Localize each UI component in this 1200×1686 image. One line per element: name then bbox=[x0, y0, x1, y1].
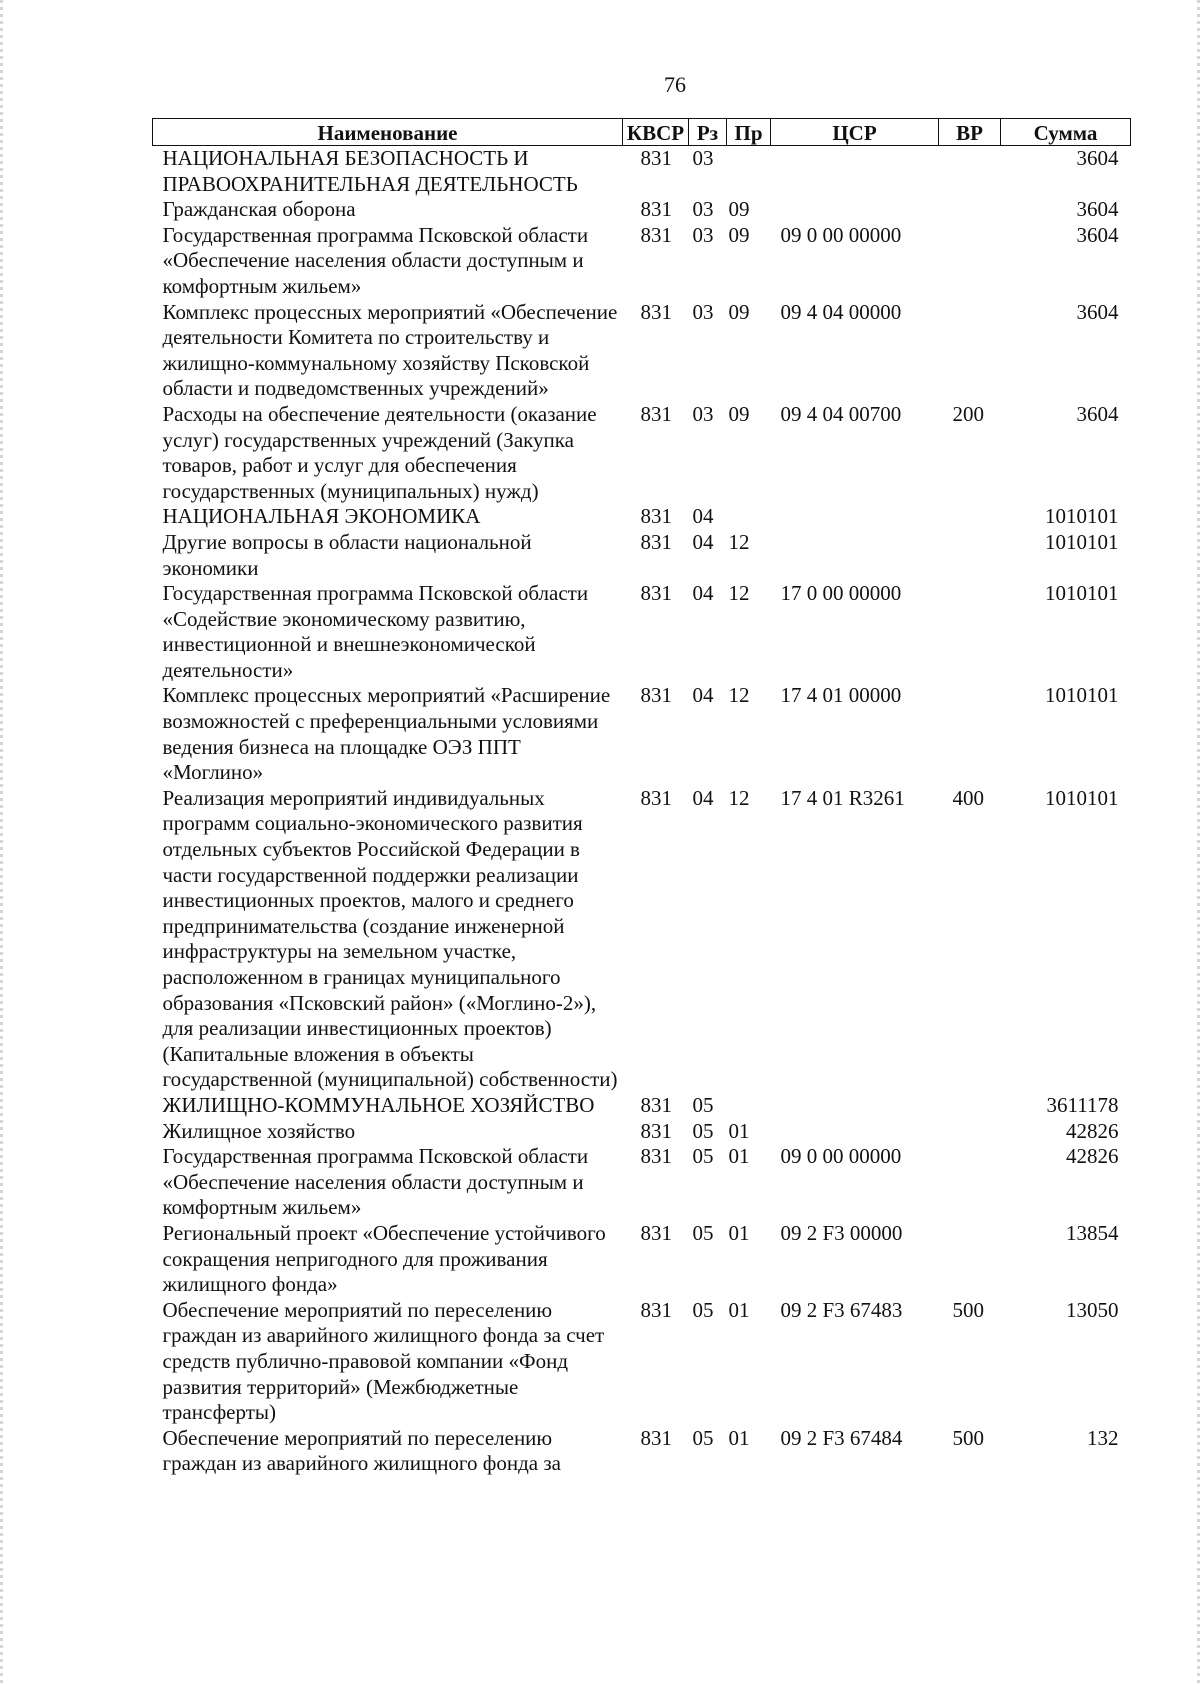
cell-pr: 12 bbox=[728, 683, 750, 708]
cell-vr bbox=[939, 1119, 1001, 1145]
table-row bbox=[153, 300, 1131, 402]
cell-rz: 03 bbox=[692, 197, 714, 222]
cell-pr: 09 bbox=[728, 222, 750, 247]
cell-rz: 05 bbox=[692, 1144, 714, 1169]
cell-sum: 3604 bbox=[1076, 222, 1119, 247]
cell-sum: 13854 bbox=[1066, 1220, 1119, 1245]
table-row bbox=[153, 1426, 1131, 1477]
header-pr: Пр bbox=[727, 119, 771, 146]
table-row bbox=[153, 1119, 1131, 1145]
cell-name: Региональный проект «Обеспечение устойчивого сокращения непригодного для проживания жилищного фонда» bbox=[162, 1220, 606, 1297]
table-row bbox=[153, 504, 1131, 530]
cell-kvsr: 831 bbox=[640, 401, 672, 426]
cell-name: Комплекс процессных мероприятий «Обеспечение деятельности Комитета по строительству и жилищно-коммунальному хозяйству Псковской области и подведомственных учреждений» bbox=[162, 299, 618, 401]
header-sum: Сумма bbox=[1001, 119, 1131, 146]
cell-name: Расходы на обеспечение деятельности (оказание услуг) государственных учреждений (Закупка товаров, работ и услуг для обеспечения государственных (муниципальных) нужд) bbox=[162, 401, 597, 503]
cell-kvsr: 831 bbox=[640, 1118, 672, 1143]
cell-vr bbox=[939, 683, 1001, 785]
cell-sum: 1010101 bbox=[1045, 785, 1119, 810]
cell-kvsr: 831 bbox=[640, 1144, 672, 1169]
scan-edge-left bbox=[0, 0, 3, 1686]
cell-csr: 09 4 04 00700 bbox=[780, 401, 902, 426]
cell-name: Государственная программа Псковской области «Обеспечение населения области доступным и комфортным жильем» bbox=[162, 222, 589, 298]
table-row bbox=[153, 1093, 1131, 1119]
cell-pr: 12 bbox=[728, 529, 750, 554]
cell-kvsr: 831 bbox=[640, 683, 672, 708]
cell-name: Обеспечение мероприятий по переселению граждан из аварийного жилищного фонда за bbox=[162, 1425, 561, 1476]
page-number: 76 bbox=[664, 72, 686, 97]
cell-sum: 1010101 bbox=[1045, 581, 1119, 606]
cell-name: ЖИЛИЩНО-КОММУНАЛЬНОЕ ХОЗЯЙСТВО bbox=[162, 1092, 595, 1117]
cell-pr: 09 bbox=[728, 401, 750, 426]
table-row bbox=[153, 1144, 1131, 1221]
cell-vr bbox=[939, 300, 1001, 402]
cell-pr: 09 bbox=[728, 299, 750, 324]
cell-kvsr: 831 bbox=[640, 504, 672, 529]
cell-rz: 04 bbox=[692, 504, 714, 529]
cell-kvsr: 831 bbox=[640, 1297, 672, 1322]
cell-kvsr: 831 bbox=[640, 1425, 672, 1450]
table-row bbox=[153, 1221, 1131, 1298]
table-row bbox=[153, 223, 1131, 300]
cell-rz: 03 bbox=[692, 222, 714, 247]
cell-csr: 17 4 01 R3261 bbox=[780, 785, 905, 810]
cell-kvsr: 831 bbox=[640, 146, 672, 170]
table-row bbox=[153, 1298, 1131, 1426]
table-row bbox=[153, 402, 1131, 504]
cell-kvsr: 831 bbox=[640, 529, 672, 554]
table-row bbox=[153, 530, 1131, 581]
cell-csr: 17 4 01 00000 bbox=[780, 683, 902, 708]
cell-csr bbox=[771, 1119, 939, 1145]
cell-vr bbox=[939, 223, 1001, 300]
cell-vr: 500 bbox=[952, 1297, 984, 1322]
cell-pr: 09 bbox=[728, 197, 750, 222]
table-header-row bbox=[153, 119, 1131, 146]
cell-sum: 3604 bbox=[1076, 146, 1119, 170]
cell-csr: 09 4 04 00000 bbox=[780, 299, 902, 324]
cell-name: НАЦИОНАЛЬНАЯ БЕЗОПАСНОСТЬ И ПРАВООХРАНИТЕЛЬНАЯ ДЕЯТЕЛЬНОСТЬ bbox=[162, 146, 578, 196]
cell-sum: 132 bbox=[1087, 1425, 1119, 1450]
cell-name: Жилищное хозяйство bbox=[162, 1118, 356, 1143]
cell-rz: 04 bbox=[692, 581, 714, 606]
cell-vr bbox=[939, 530, 1001, 581]
cell-kvsr: 831 bbox=[640, 197, 672, 222]
cell-pr: 01 bbox=[728, 1297, 750, 1322]
cell-sum: 42826 bbox=[1066, 1118, 1119, 1143]
cell-sum: 3604 bbox=[1076, 197, 1119, 222]
cell-vr bbox=[939, 504, 1001, 530]
cell-vr: 400 bbox=[952, 785, 984, 810]
cell-kvsr: 831 bbox=[640, 222, 672, 247]
header-kvsr: КВСР bbox=[623, 119, 689, 146]
cell-name: НАЦИОНАЛЬНАЯ ЭКОНОМИКА bbox=[162, 504, 481, 529]
cell-csr: 09 2 F3 67483 bbox=[780, 1297, 903, 1322]
cell-sum: 13050 bbox=[1066, 1297, 1119, 1322]
table-row bbox=[153, 146, 1131, 198]
table-row bbox=[153, 786, 1131, 1093]
cell-sum: 42826 bbox=[1066, 1144, 1119, 1169]
cell-rz: 03 bbox=[692, 299, 714, 324]
cell-csr bbox=[771, 197, 939, 223]
cell-pr: 01 bbox=[728, 1425, 750, 1450]
cell-rz: 04 bbox=[692, 683, 714, 708]
cell-pr bbox=[727, 146, 771, 198]
cell-csr bbox=[771, 1093, 939, 1119]
cell-name: Гражданская оборона bbox=[162, 197, 356, 222]
cell-kvsr: 831 bbox=[640, 581, 672, 606]
cell-csr bbox=[771, 530, 939, 581]
header-csr: ЦСР bbox=[771, 119, 939, 146]
cell-pr: 01 bbox=[728, 1220, 750, 1245]
cell-csr: 09 0 00 00000 bbox=[780, 1144, 902, 1169]
cell-csr: 09 2 F3 00000 bbox=[780, 1220, 903, 1245]
cell-name: Комплекс процессных мероприятий «Расширение возможностей с преференциальными условиями ведения бизнеса на площадке ОЭЗ ППТ «Моглино» bbox=[162, 683, 611, 785]
cell-vr bbox=[939, 1093, 1001, 1119]
cell-sum: 1010101 bbox=[1045, 504, 1119, 529]
cell-csr: 17 0 00 00000 bbox=[780, 581, 902, 606]
cell-sum: 3604 bbox=[1076, 401, 1119, 426]
cell-rz: 05 bbox=[692, 1118, 714, 1143]
cell-csr: 09 2 F3 67484 bbox=[780, 1425, 903, 1450]
cell-rz: 03 bbox=[692, 146, 714, 170]
cell-name: Государственная программа Псковской области «Обеспечение населения области доступным и комфортным жильем» bbox=[162, 1144, 589, 1220]
cell-kvsr: 831 bbox=[640, 785, 672, 810]
cell-name: Другие вопросы в области национальной экономики bbox=[162, 529, 532, 580]
cell-pr: 12 bbox=[728, 581, 750, 606]
cell-rz: 03 bbox=[692, 401, 714, 426]
cell-vr: 200 bbox=[952, 401, 984, 426]
cell-name: Государственная программа Псковской области «Содействие экономическому развитию, инвестиционной и внешнеэкономической деятельности» bbox=[162, 581, 589, 682]
cell-pr bbox=[727, 504, 771, 530]
cell-vr bbox=[939, 197, 1001, 223]
cell-sum: 3604 bbox=[1076, 299, 1119, 324]
cell-rz: 05 bbox=[692, 1092, 714, 1117]
cell-vr bbox=[939, 146, 1001, 198]
table-row bbox=[153, 197, 1131, 223]
table-body bbox=[153, 146, 1131, 1477]
cell-vr bbox=[939, 1221, 1001, 1298]
cell-pr: 01 bbox=[728, 1118, 750, 1143]
cell-pr: 01 bbox=[728, 1144, 750, 1169]
cell-vr: 500 bbox=[952, 1425, 984, 1450]
cell-kvsr: 831 bbox=[640, 299, 672, 324]
cell-rz: 04 bbox=[692, 529, 714, 554]
header-name: Наименование bbox=[153, 119, 623, 146]
cell-kvsr: 831 bbox=[640, 1220, 672, 1245]
cell-vr bbox=[939, 581, 1001, 683]
cell-rz: 05 bbox=[692, 1297, 714, 1322]
cell-rz: 05 bbox=[692, 1220, 714, 1245]
cell-csr bbox=[771, 504, 939, 530]
header-vr: ВР bbox=[939, 119, 1001, 146]
cell-sum: 1010101 bbox=[1045, 529, 1119, 554]
cell-sum: 3611178 bbox=[1046, 1092, 1119, 1117]
cell-kvsr: 831 bbox=[640, 1092, 672, 1117]
cell-rz: 04 bbox=[692, 785, 714, 810]
cell-csr: 09 0 00 00000 bbox=[780, 222, 902, 247]
cell-name: Обеспечение мероприятий по переселению граждан из аварийного жилищного фонда за счет средств публично-правовой компании «Фонд развития территорий» (Межбюджетные трансферты) bbox=[162, 1297, 605, 1425]
cell-vr bbox=[939, 1144, 1001, 1221]
table-row bbox=[153, 581, 1131, 683]
cell-name: Реализация мероприятий индивидуальных программ социально-экономического развития отдельных субъектов Российской Федерации в части государственной поддержки реализации инвестиционных проектов, малого и среднего предпринимательства (создание инженерной инфраструктуры на земельном участке, расположенном в границах муниципального образования «Псковский район» («Моглино-2»), для реализации инвестиционных проектов) (Капитальные вложения в объекты государственной (муниципальной) собственности) bbox=[162, 785, 618, 1092]
budget-table bbox=[152, 118, 1131, 1477]
table-row bbox=[153, 683, 1131, 785]
cell-rz: 05 bbox=[692, 1425, 714, 1450]
cell-pr bbox=[727, 1093, 771, 1119]
cell-csr bbox=[771, 146, 939, 198]
header-rz: Рз bbox=[689, 119, 727, 146]
cell-sum: 1010101 bbox=[1045, 683, 1119, 708]
cell-pr: 12 bbox=[728, 785, 750, 810]
